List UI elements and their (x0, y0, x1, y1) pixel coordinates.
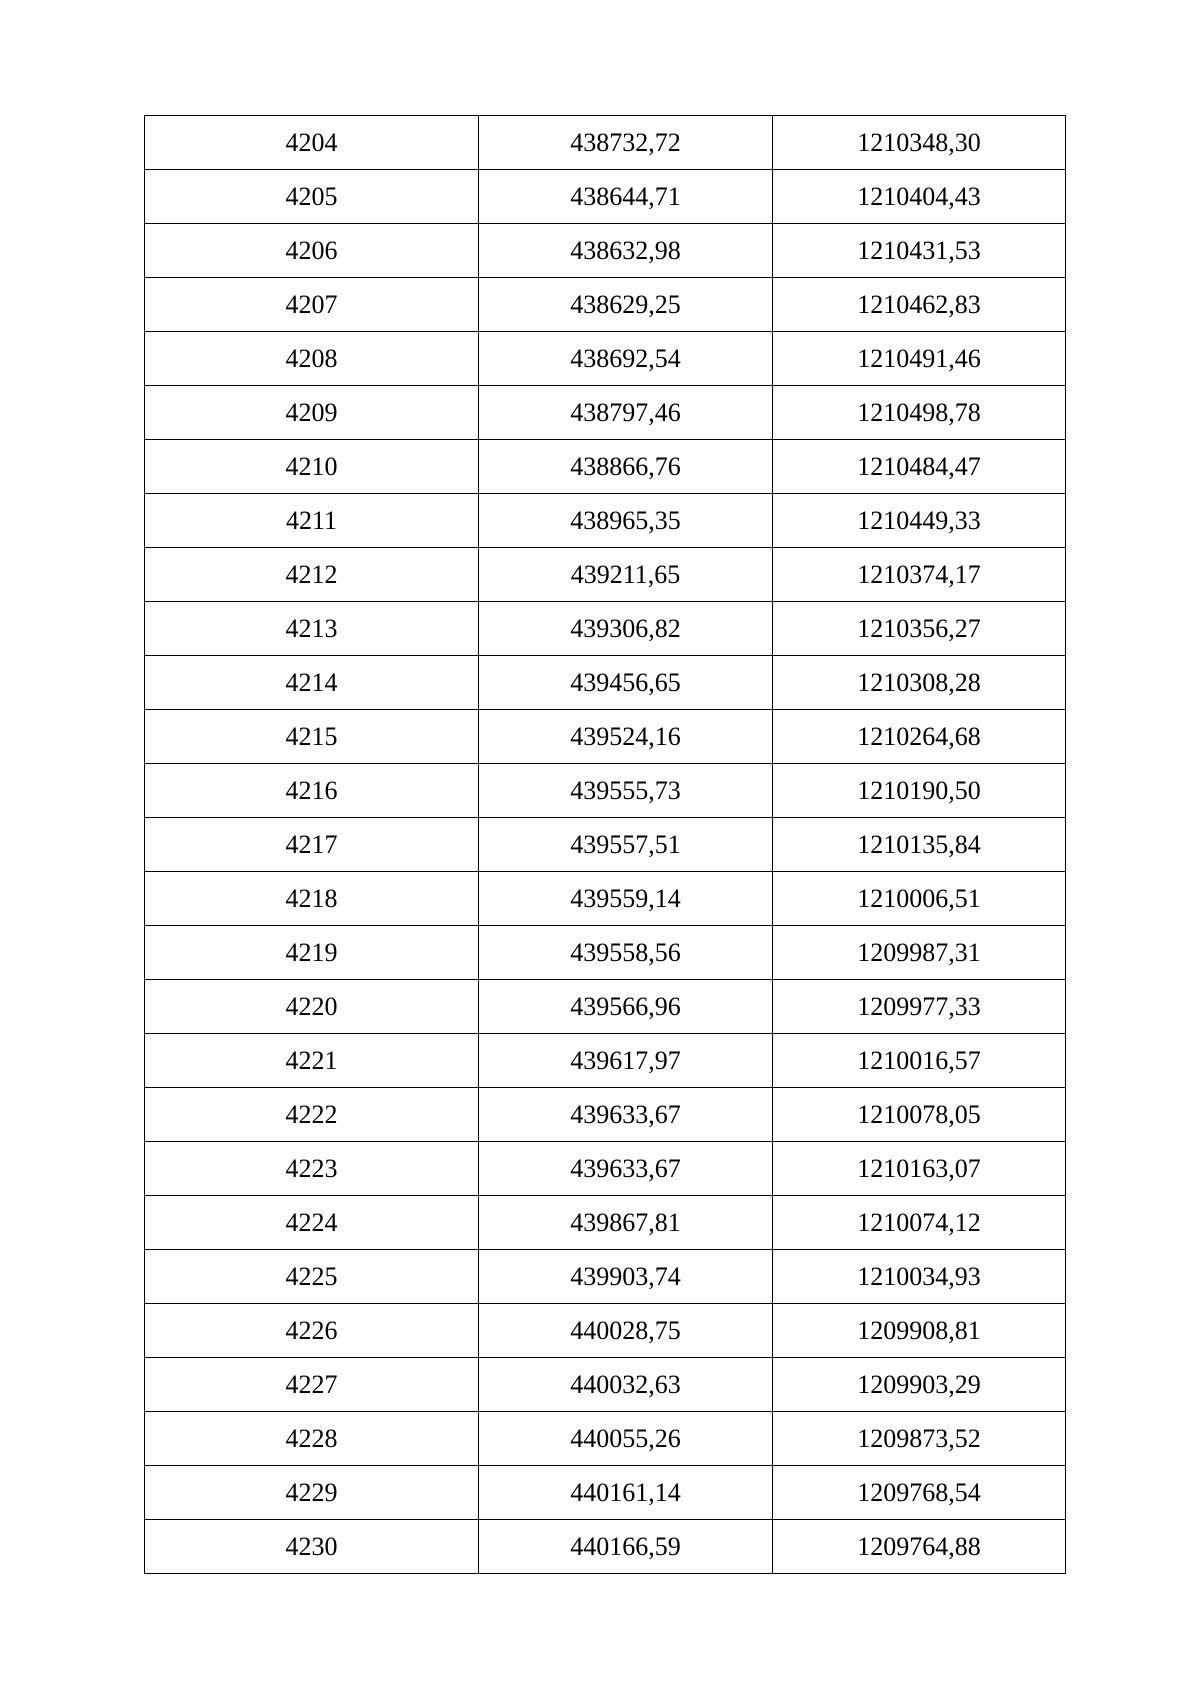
table-row (145, 548, 1066, 602)
table-row (145, 1142, 1066, 1196)
table-row (145, 926, 1066, 980)
point-number-cell: 4230 (145, 1520, 479, 1574)
point-number-cell: 4224 (145, 1196, 479, 1250)
y-coordinate-cell: 1210498,78 (773, 386, 1066, 440)
table-row (145, 386, 1066, 440)
x-coordinate-cell: 440028,75 (479, 1304, 773, 1358)
table-row (145, 818, 1066, 872)
x-coordinate-cell: 440055,26 (479, 1412, 773, 1466)
x-coordinate-cell: 439617,97 (479, 1034, 773, 1088)
table-row (145, 278, 1066, 332)
y-coordinate-cell: 1209873,52 (773, 1412, 1066, 1466)
point-number-cell: 4219 (145, 926, 479, 980)
y-coordinate-cell: 1209768,54 (773, 1466, 1066, 1520)
table-row (145, 170, 1066, 224)
table-row (145, 494, 1066, 548)
y-coordinate-cell: 1209908,81 (773, 1304, 1066, 1358)
table-row (145, 1466, 1066, 1520)
y-coordinate-cell: 1210006,51 (773, 872, 1066, 926)
point-number-cell: 4220 (145, 980, 479, 1034)
table-row (145, 440, 1066, 494)
point-number-cell: 4214 (145, 656, 479, 710)
x-coordinate-cell: 438644,71 (479, 170, 773, 224)
x-coordinate-cell: 439557,51 (479, 818, 773, 872)
point-number-cell: 4211 (145, 494, 479, 548)
table-row (145, 1250, 1066, 1304)
x-coordinate-cell: 439456,65 (479, 656, 773, 710)
y-coordinate-cell: 1209977,33 (773, 980, 1066, 1034)
y-coordinate-cell: 1209903,29 (773, 1358, 1066, 1412)
table-row (145, 1304, 1066, 1358)
x-coordinate-cell: 440032,63 (479, 1358, 773, 1412)
coordinates-table-body (145, 116, 1066, 1574)
point-number-cell: 4215 (145, 710, 479, 764)
point-number-cell: 4225 (145, 1250, 479, 1304)
y-coordinate-cell: 1210034,93 (773, 1250, 1066, 1304)
x-coordinate-cell: 439555,73 (479, 764, 773, 818)
y-coordinate-cell: 1210016,57 (773, 1034, 1066, 1088)
point-number-cell: 4222 (145, 1088, 479, 1142)
point-number-cell: 4218 (145, 872, 479, 926)
point-number-cell: 4221 (145, 1034, 479, 1088)
y-coordinate-cell: 1210449,33 (773, 494, 1066, 548)
x-coordinate-cell: 438632,98 (479, 224, 773, 278)
point-number-cell: 4212 (145, 548, 479, 602)
point-number-cell: 4229 (145, 1466, 479, 1520)
table-row (145, 710, 1066, 764)
x-coordinate-cell: 438692,54 (479, 332, 773, 386)
x-coordinate-cell: 438866,76 (479, 440, 773, 494)
point-number-cell: 4207 (145, 278, 479, 332)
table-row (145, 1520, 1066, 1574)
y-coordinate-cell: 1210431,53 (773, 224, 1066, 278)
point-number-cell: 4227 (145, 1358, 479, 1412)
table-row (145, 980, 1066, 1034)
table-row (145, 116, 1066, 170)
y-coordinate-cell: 1210078,05 (773, 1088, 1066, 1142)
table-row (145, 1358, 1066, 1412)
point-number-cell: 4206 (145, 224, 479, 278)
table-row (145, 1412, 1066, 1466)
x-coordinate-cell: 439633,67 (479, 1088, 773, 1142)
y-coordinate-cell: 1210462,83 (773, 278, 1066, 332)
x-coordinate-cell: 439867,81 (479, 1196, 773, 1250)
y-coordinate-cell: 1210491,46 (773, 332, 1066, 386)
point-number-cell: 4208 (145, 332, 479, 386)
y-coordinate-cell: 1210356,27 (773, 602, 1066, 656)
table-row (145, 656, 1066, 710)
table-row (145, 602, 1066, 656)
point-number-cell: 4217 (145, 818, 479, 872)
x-coordinate-cell: 438732,72 (479, 116, 773, 170)
x-coordinate-cell: 439558,56 (479, 926, 773, 980)
coordinates-table (144, 115, 1066, 1574)
x-coordinate-cell: 439211,65 (479, 548, 773, 602)
x-coordinate-cell: 439566,96 (479, 980, 773, 1034)
point-number-cell: 4209 (145, 386, 479, 440)
x-coordinate-cell: 439306,82 (479, 602, 773, 656)
x-coordinate-cell: 438629,25 (479, 278, 773, 332)
x-coordinate-cell: 440166,59 (479, 1520, 773, 1574)
y-coordinate-cell: 1210163,07 (773, 1142, 1066, 1196)
y-coordinate-cell: 1210348,30 (773, 116, 1066, 170)
y-coordinate-cell: 1210190,50 (773, 764, 1066, 818)
y-coordinate-cell: 1210484,47 (773, 440, 1066, 494)
x-coordinate-cell: 440161,14 (479, 1466, 773, 1520)
table-row (145, 1088, 1066, 1142)
point-number-cell: 4204 (145, 116, 479, 170)
point-number-cell: 4213 (145, 602, 479, 656)
table-row (145, 332, 1066, 386)
y-coordinate-cell: 1210404,43 (773, 170, 1066, 224)
y-coordinate-cell: 1210308,28 (773, 656, 1066, 710)
table-row (145, 1196, 1066, 1250)
x-coordinate-cell: 438797,46 (479, 386, 773, 440)
point-number-cell: 4210 (145, 440, 479, 494)
point-number-cell: 4226 (145, 1304, 479, 1358)
y-coordinate-cell: 1210264,68 (773, 710, 1066, 764)
point-number-cell: 4223 (145, 1142, 479, 1196)
table-row (145, 764, 1066, 818)
x-coordinate-cell: 439524,16 (479, 710, 773, 764)
table-row (145, 1034, 1066, 1088)
point-number-cell: 4228 (145, 1412, 479, 1466)
y-coordinate-cell: 1210374,17 (773, 548, 1066, 602)
x-coordinate-cell: 439559,14 (479, 872, 773, 926)
x-coordinate-cell: 439903,74 (479, 1250, 773, 1304)
x-coordinate-cell: 438965,35 (479, 494, 773, 548)
point-number-cell: 4216 (145, 764, 479, 818)
point-number-cell: 4205 (145, 170, 479, 224)
table-row (145, 224, 1066, 278)
y-coordinate-cell: 1209987,31 (773, 926, 1066, 980)
table-row (145, 872, 1066, 926)
x-coordinate-cell: 439633,67 (479, 1142, 773, 1196)
y-coordinate-cell: 1209764,88 (773, 1520, 1066, 1574)
y-coordinate-cell: 1210135,84 (773, 818, 1066, 872)
y-coordinate-cell: 1210074,12 (773, 1196, 1066, 1250)
